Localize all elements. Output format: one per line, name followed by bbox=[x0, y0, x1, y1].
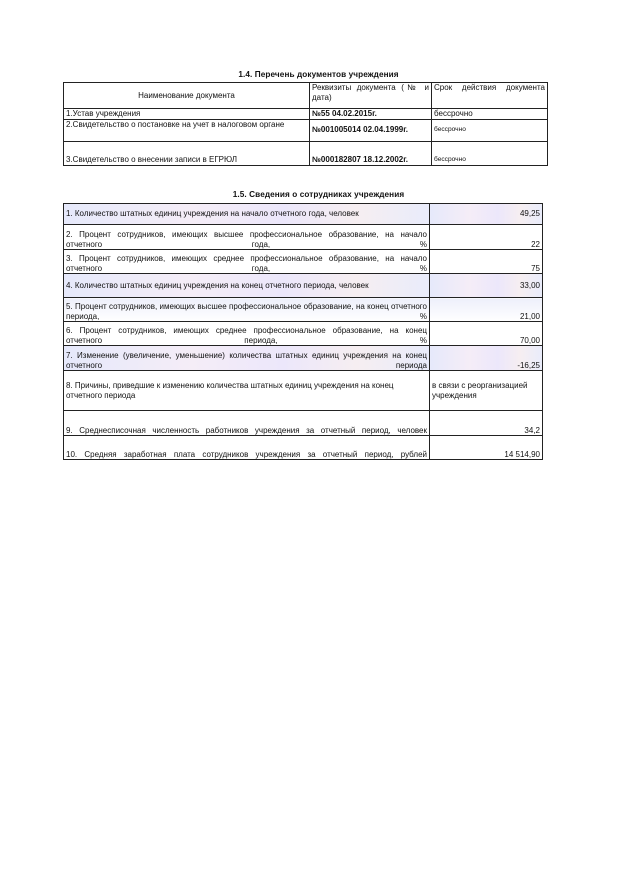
staff-label-cell: 9. Среднесписочная численность работников учреждения за отчетный период, человек bbox=[64, 411, 430, 436]
staff-label-cell: 3. Процент сотрудников, имеющих среднее профессиональное образование, на начало отчетного года, % bbox=[64, 250, 430, 274]
table-row bbox=[64, 119, 548, 141]
doc-name-cell: 3.Свидетельство о внесении записи в ЕГРЮЛ bbox=[64, 141, 310, 165]
staff-value-cell: 22 bbox=[430, 225, 543, 250]
staff-value-cell: 75 bbox=[430, 250, 543, 274]
doc-term-cell: бессрочно bbox=[432, 119, 548, 141]
staff-table bbox=[63, 203, 543, 460]
staff-value-cell: 14 514,90 bbox=[430, 436, 543, 460]
table-header-row bbox=[64, 83, 548, 109]
staff-label-cell: 8. Причины, приведшие к изменению количества штатных единиц учреждения на конец отчетного периода bbox=[64, 371, 430, 411]
staff-value-cell: -16,25 bbox=[430, 346, 543, 371]
staff-label-cell: 6. Процент сотрудников, имеющих среднее профессиональное образование, на конец отчетного периода, % bbox=[64, 322, 430, 346]
header-document-name: Наименование документа bbox=[64, 83, 310, 109]
staff-label-cell: 10. Средняя заработная плата сотрудников учреждения за отчетный период, рублей bbox=[64, 436, 430, 460]
section-1-title: 1.4. Перечень документов учреждения bbox=[238, 70, 399, 79]
doc-term-cell: бессрочно bbox=[432, 141, 548, 165]
section-2-title: 1.5. Сведения о сотрудниках учреждения bbox=[232, 190, 405, 199]
doc-name-cell: 2.Свидетельство о постановке на учет в налоговом органе bbox=[64, 119, 310, 141]
doc-name-cell: 1.Устав учреждения bbox=[64, 109, 310, 120]
header-term: Срок действия документа bbox=[432, 83, 548, 109]
table-row bbox=[64, 298, 543, 322]
staff-label-cell: 7. Изменение (увеличение, уменьшение) количества штатных единиц учреждения на конец отчетного периода bbox=[64, 346, 430, 371]
table-row bbox=[64, 250, 543, 274]
staff-value-cell: 33,00 bbox=[430, 274, 543, 298]
doc-term-cell: бессрочно bbox=[432, 109, 548, 120]
table-row bbox=[64, 436, 543, 460]
staff-value-cell: 70,00 bbox=[430, 322, 543, 346]
table-row bbox=[64, 141, 548, 165]
table-row bbox=[64, 346, 543, 371]
table-row bbox=[64, 411, 543, 436]
header-requisites: Реквизиты документа (№ и дата) bbox=[310, 83, 432, 109]
documents-table bbox=[63, 82, 548, 166]
table-row bbox=[64, 204, 543, 225]
staff-value-cell: 49,25 bbox=[430, 204, 543, 225]
table-row bbox=[64, 371, 543, 411]
staff-value-cell: в связи с реорганизацией учреждения bbox=[430, 371, 543, 411]
staff-value-cell: 34,2 bbox=[430, 411, 543, 436]
table-row bbox=[64, 274, 543, 298]
table-row bbox=[64, 225, 543, 250]
staff-value-cell: 21,00 bbox=[430, 298, 543, 322]
staff-label-cell: 5. Процент сотрудников, имеющих высшее профессиональное образование, на конец отчетного периода, % bbox=[64, 298, 430, 322]
table-row bbox=[64, 322, 543, 346]
staff-label-cell: 1. Количество штатных единиц учреждения на начало отчетного года, человек bbox=[64, 204, 430, 225]
table-row bbox=[64, 109, 548, 120]
staff-label-cell: 4. Количество штатных единиц учреждения на конец отчетного периода, человек bbox=[64, 274, 430, 298]
doc-requisites-cell: №001005014 02.04.1999г. bbox=[310, 119, 432, 141]
doc-requisites-cell: №000182807 18.12.2002г. bbox=[310, 141, 432, 165]
staff-label-cell: 2. Процент сотрудников, имеющих высшее профессиональное образование, на начало отчетного года, % bbox=[64, 225, 430, 250]
doc-requisites-cell: №55 04.02.2015г. bbox=[310, 109, 432, 120]
